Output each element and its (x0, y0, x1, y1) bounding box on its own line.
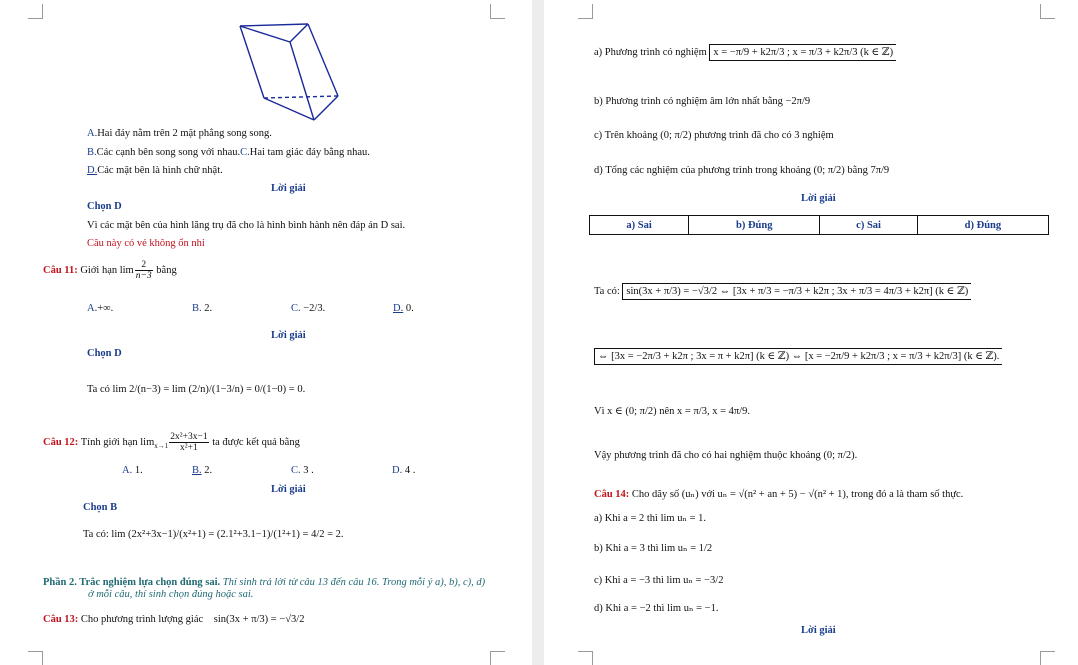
q10-choice: Chọn D (87, 201, 122, 212)
q11-choice: Chọn D (87, 348, 122, 359)
prism-edge (264, 98, 314, 120)
prism-edge (290, 42, 314, 120)
q10-option-a: A.Hai đáy nằm trên 2 mặt phẳng song song. (87, 128, 272, 139)
page-left (0, 0, 532, 665)
q12-work: Ta có: lim (2x²+3x−1)/(x²+1) = (2.1²+3.1−1)/(1²+1) = 4/2 = 2. (83, 529, 344, 540)
q11-option-a: A.+∞. (87, 303, 114, 314)
option-letter: A. (87, 128, 98, 139)
statement-d-math: 7π/9 (870, 165, 890, 176)
statement-a-math: x = −π/9 + k2π/3 ; x = π/3 + k2π/3 (k ∈ ℤ) (709, 44, 896, 61)
q11-question: Câu 11: Giới hạn lim $\frac{2}{n-3}$ bằng (43, 260, 177, 281)
solution-heading: Lời giải (801, 625, 836, 636)
q13-question: Câu 13: Cho phương trình lượng giác sin(3x + π/3) = −√3/2 (43, 614, 305, 625)
table-row (590, 216, 1049, 235)
work-line-4: Vậy phương trình đã cho có hai nghiệm thuộc khoảng (0; π/2). (594, 450, 858, 461)
work-line-1: Ta có: sin(3x + π/3) = −√3/2 ⇔ [3x + π/3 = −π/3 + k2π ; 3x + π/3 = 4π/3 + k2π] (k ∈ ℤ) (594, 283, 971, 300)
q14-statement-b: b) Khi a = 3 thì lim uₙ = 1/2 (594, 543, 713, 554)
q11-option-d: D. 0. (393, 303, 414, 314)
answer-cell-c: c) Sai (820, 216, 917, 235)
q12-option-d: D. 4 . (392, 465, 416, 476)
q11-work: Ta có lim 2/(n−3) = lim (2/n)/(1−3/n) = 0/(1−0) = 0. (87, 384, 306, 395)
solution-heading: Lời giải (271, 183, 306, 194)
solution-heading: Lời giải (271, 330, 306, 341)
prism-edge (308, 24, 338, 96)
solution-heading: Lời giải (271, 484, 306, 495)
prism-edge (240, 26, 290, 42)
crop-mark-bottom-right (490, 651, 505, 665)
q13-equation: sin(3x + π/3) = −√3/2 (213, 614, 305, 625)
prism-edge (240, 26, 264, 98)
work-line-3: Vì x ∈ (0; π/2) nên x = π/3, x = 4π/9. (594, 406, 750, 417)
answer-table (589, 215, 1049, 235)
q10-option-d: D.Các mặt bên là hình chữ nhật. (87, 165, 223, 176)
q11-option-b: B. 2. (192, 303, 213, 314)
q14-question: Câu 14: Cho dãy số (uₙ) với uₙ = √(n² + an + 5) − √(n² + 1), trong đó a là tham số thực. (594, 489, 964, 500)
prism-edge (240, 24, 308, 26)
statement-b: b) Phương trình có nghiệm âm lớn nhất bằng −2π/9 (594, 96, 811, 107)
q14-statement-d: d) Khi a = −2 thì lim uₙ = −1. (594, 603, 719, 614)
prism-hidden-edge (264, 96, 338, 98)
q14-statement-a: a) Khi a = 2 thì lim uₙ = 1. (594, 513, 707, 524)
part2-instruction-line2: ở mỗi câu, thí sinh chọn đúng hoặc sai. (88, 589, 254, 600)
prism-figure (236, 22, 346, 122)
q12-question: Câu 12: Tính giới hạn $\lim_{x\to 1}$ $\frac{\text{2x²+3x−1}}{\text{x²+1}}$ ta được kết quả bằng (43, 432, 300, 453)
q10-note: Câu này có vẻ không ổn nhỉ (87, 238, 205, 249)
answer-cell-d: d) Đúng (917, 216, 1048, 235)
statement-a: a) Phương trình có nghiệm x = −π/9 + k2π/3 ; x = π/3 + k2π/3 (k ∈ ℤ) (594, 44, 896, 61)
q11-option-c: C. −2/3. (291, 303, 326, 314)
prism-edge (290, 24, 308, 42)
crop-mark-bottom-right (1040, 651, 1055, 665)
crop-mark-bottom-left (28, 651, 43, 665)
q12-fraction: $\frac{\text{2x²+3x−1}}{\text{x²+1}}$ (170, 432, 208, 453)
q12-choice: Chọn B (83, 502, 118, 513)
q12-option-b: B. 2. (192, 465, 213, 476)
statement-c: c) Trên khoảng (0; π/2) phương trình đã cho có 3 nghiệm (594, 130, 834, 141)
q12-option-c: C. 3 . (291, 465, 314, 476)
q10-option-b-c: B.Các cạnh bên song song với nhau.C.Hai tam giác đáy bằng nhau. (87, 147, 370, 158)
q12-option-a: A. 1. (122, 465, 143, 476)
answer-cell-b: b) Đúng (689, 216, 820, 235)
prism-edge (314, 96, 338, 120)
part2-instructions: Phần 2. Trắc nghiệm lựa chọn đúng sai. Thí sinh trả lời từ câu 13 đến câu 16. Trong mỗi ý a), b), c), d) (43, 577, 486, 588)
crop-mark-bottom-left (578, 651, 593, 665)
statement-b-math: −2π/9 (785, 96, 811, 107)
solution-heading: Lời giải (801, 193, 836, 204)
q10-explanation: Vì các mặt bên của hình lăng trụ đã cho là hình bình hành nên đáp án D sai. (87, 220, 406, 231)
page-right (544, 0, 1078, 665)
q11-fraction: $\frac{2}{n-3}$ (135, 260, 152, 281)
q14-statement-c: c) Khi a = −3 thì lim uₙ = −3/2 (594, 575, 724, 586)
statement-d: d) Tổng các nghiệm của phương trình trong khoảng (0; π/2) bằng 7π/9 (594, 165, 890, 176)
answer-cell-a: a) Sai (590, 216, 689, 235)
crop-mark-top-right (1040, 4, 1055, 19)
work-line-2: ⇔ [3x = −2π/3 + k2π ; 3x = π + k2π] (k ∈ ℤ) ⇔ [x = −2π/9 + k2π/3 ; x = π/3 + k2π/3] (k ∈ ℤ). (594, 348, 1002, 365)
crop-mark-top-left (28, 4, 43, 19)
crop-mark-top-right (490, 4, 505, 19)
crop-mark-top-left (578, 4, 593, 19)
